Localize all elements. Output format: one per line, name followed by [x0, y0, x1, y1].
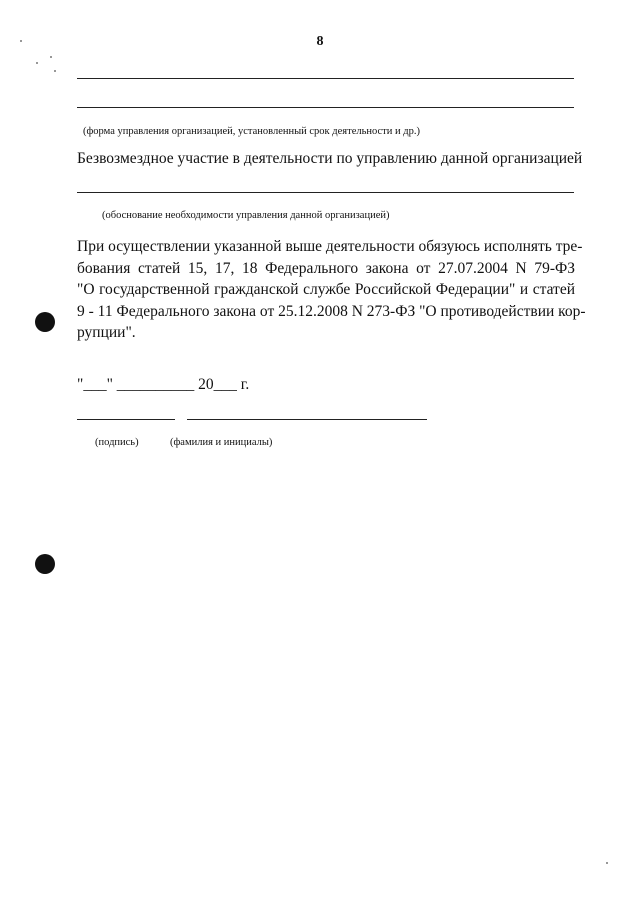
- org-form-line-2: [77, 107, 574, 108]
- name-caption: (фамилия и инициалы): [170, 437, 273, 448]
- obligation-paragraph: [77, 236, 586, 344]
- justification-caption: (обоснование необходимости управления данной организацией): [102, 210, 390, 221]
- scan-speck: [20, 40, 22, 42]
- name-line: [187, 419, 427, 420]
- participation-statement: Безвозмездное участие в деятельности по управлению данной организацией: [77, 150, 583, 167]
- signature-line: [77, 419, 175, 420]
- page-number: 8: [316, 34, 324, 49]
- punch-hole: [35, 554, 55, 574]
- scan-speck: [36, 62, 38, 64]
- obligation-line: бования статей 15, 17, 18 Федерального закона от 27.07.2004 N 79-ФЗ: [77, 259, 575, 277]
- obligation-line: 9 - 11 Федерального закона от 25.12.2008 N 273-ФЗ "О противодействии кор-: [77, 302, 586, 320]
- justification-line: [77, 192, 574, 193]
- obligation-line: рупции".: [77, 324, 136, 341]
- punch-hole: [35, 312, 55, 332]
- scan-speck: [54, 70, 56, 72]
- obligation-line: При осуществлении указанной выше деятельности обязуюсь исполнять тре-: [77, 238, 583, 255]
- date-line: "___" __________ 20___ г.: [77, 376, 250, 393]
- signature-caption: (подпись): [95, 437, 139, 448]
- obligation-line: "О государственной гражданской службе Российской Федерации" и статей: [77, 281, 575, 298]
- scan-speck: [606, 862, 608, 864]
- org-form-caption: (форма управления организацией, установленный срок деятельности и др.): [83, 126, 420, 137]
- scan-speck: [50, 56, 52, 58]
- org-form-line-1: [77, 78, 574, 79]
